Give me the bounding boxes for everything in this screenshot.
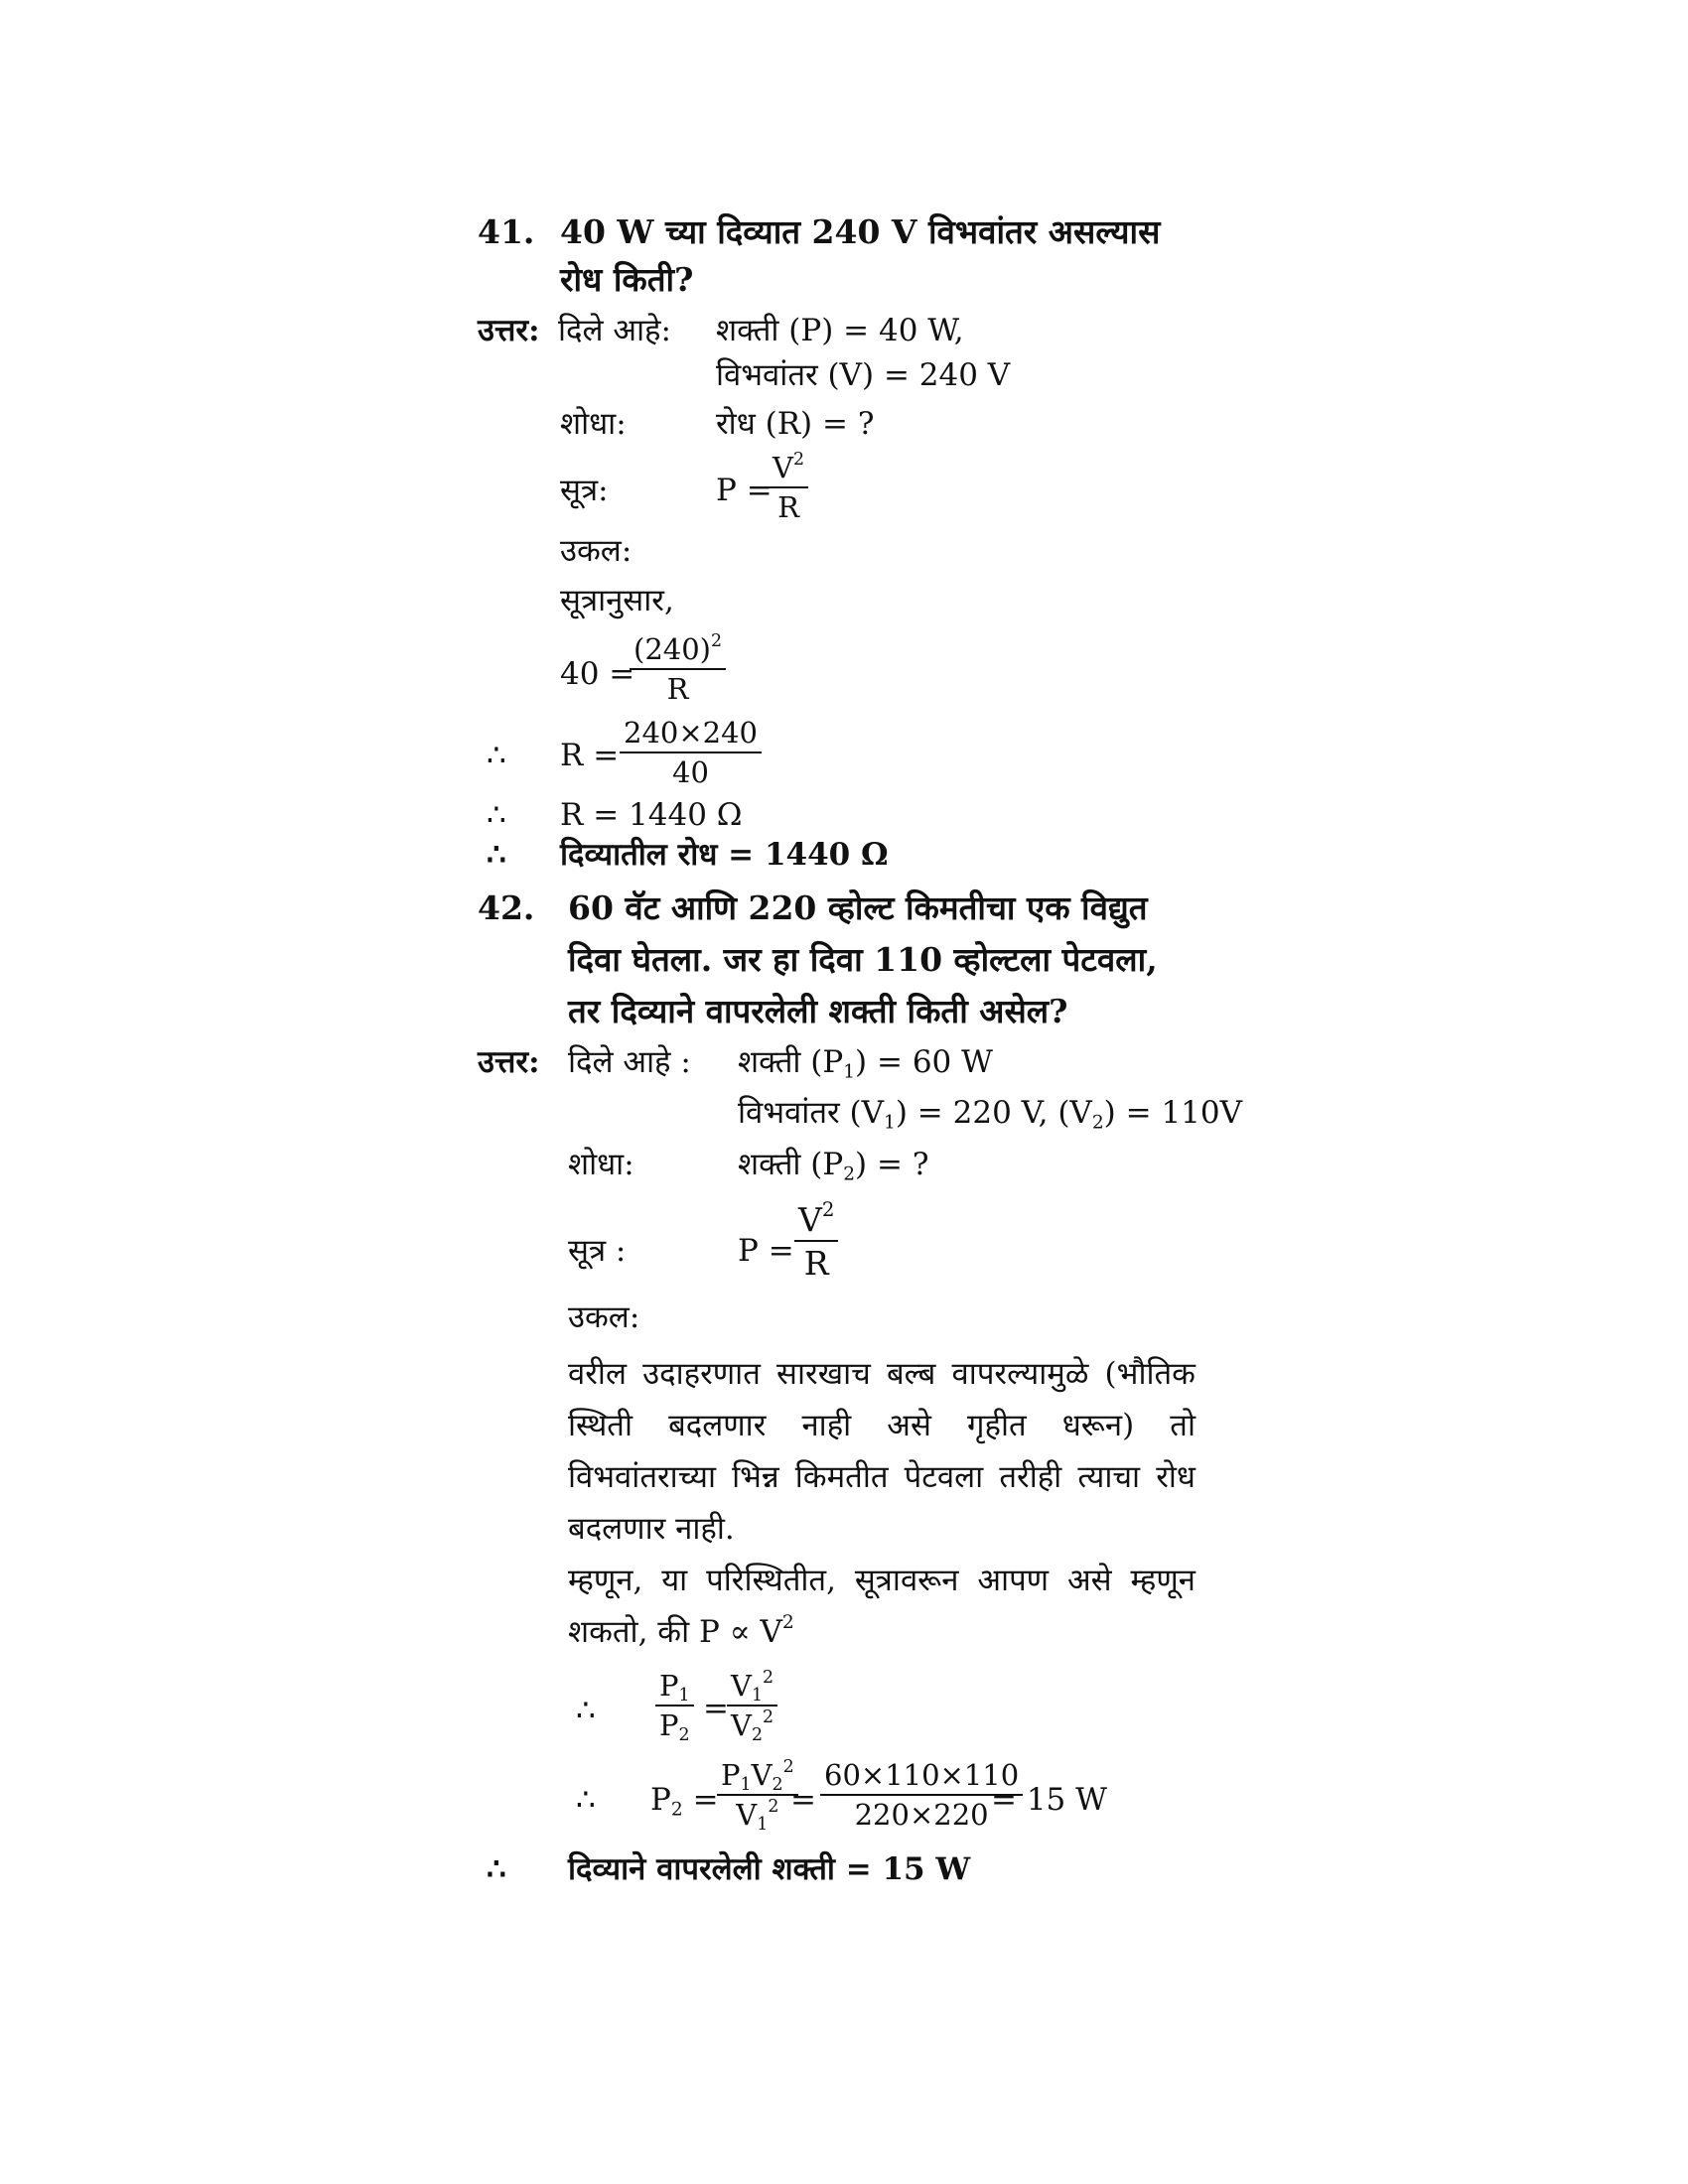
q41-step3: R = 1440 Ω bbox=[560, 797, 743, 833]
q42-given-label: दिले आहे : bbox=[568, 1044, 691, 1080]
q42-question-line2: दिवा घेतला. जर हा दिवा 110 व्होल्टला पेटवला, bbox=[568, 940, 1158, 979]
q41-step1-denominator: R bbox=[666, 672, 689, 706]
q41-step2-fraction bbox=[620, 716, 762, 789]
q42-solution-label: उकल: bbox=[568, 1299, 640, 1335]
q41-formula-numerator: V bbox=[773, 451, 793, 484]
q41-given-voltage: विभवांतर (V) = 240 V bbox=[716, 357, 1011, 393]
q42-ratio-p-fraction: $\frac{P_1}{P_2}$ bbox=[655, 1672, 694, 1740]
q42-given-voltage: विभवांतर $(V_1) = 220$ V, $(V_2) = 110V$ bbox=[738, 1095, 1243, 1134]
q42-p2-numeric-numerator: 60×110×110 bbox=[820, 1761, 1023, 1796]
q41-given-power: शक्ती (P) = 40 W, bbox=[716, 313, 964, 348]
q41-step1-fraction: $\frac{(240)^2}{R}$ bbox=[630, 635, 726, 704]
q42-formula-denominator: R bbox=[803, 1244, 829, 1283]
q42-question-line1: 60 वॅट आणि 220 व्होल्ट किमतीचा एक विद्युत bbox=[568, 888, 1148, 927]
q41-final-answer: दिव्यातील रोध = 1440 Ω bbox=[560, 837, 889, 873]
q42-ratio-v-fraction: $\frac{V_1^2}{V_2^2}$ bbox=[727, 1672, 777, 1740]
q42-find-label: शोधा: bbox=[568, 1147, 634, 1182]
q41-question-line2: रोध किती? bbox=[560, 260, 694, 299]
q41-by-formula: सूत्रानुसार, bbox=[560, 583, 674, 618]
q41-find-value: रोध (R) = ? bbox=[716, 406, 875, 442]
q41-find-label: शोधा: bbox=[560, 406, 627, 442]
q41-therefore-1: ∴ bbox=[487, 738, 506, 773]
q41-formula-label: सूत्र: bbox=[560, 473, 609, 508]
q42-therefore-2: ∴ bbox=[576, 1782, 596, 1818]
q42-formula-label: सूत्र : bbox=[568, 1233, 627, 1269]
q41-number: 41. bbox=[478, 212, 535, 251]
q42-p2-numeric-denominator: 220×220 bbox=[854, 1798, 989, 1832]
q41-answer-label: उत्तर: bbox=[478, 313, 540, 348]
q42-ratio-equals: = bbox=[703, 1691, 729, 1726]
q41-therefore-3: ∴ bbox=[487, 837, 506, 873]
q41-step2-denominator: 40 bbox=[672, 755, 709, 789]
q42-therefore-1: ∴ bbox=[576, 1693, 596, 1728]
q42-find-value: शक्ती $(P_2)$ = ? bbox=[738, 1147, 929, 1185]
q42-given-power: शक्ती $(P_1) = 60$ W bbox=[738, 1044, 993, 1083]
q42-p2-equals: = bbox=[790, 1782, 816, 1818]
q41-formula-fraction: $\frac{V^2}{R}$ bbox=[769, 454, 808, 522]
q42-formula-numerator: V bbox=[798, 1200, 822, 1239]
q42-therefore-3: ∴ bbox=[487, 1851, 506, 1887]
q42-p2-result: = 15 W bbox=[991, 1782, 1107, 1818]
q41-formula-lhs: P = bbox=[716, 473, 773, 508]
q42-question-line3: तर दिव्याने वापरलेली शक्ती किती असेल? bbox=[568, 992, 1068, 1030]
q41-step2-numerator: 240×240 bbox=[620, 719, 762, 753]
q42-number: 42. bbox=[478, 888, 535, 927]
q42-p2-formula-fraction: $\frac{P_1V_2^2}{V_1^2}$ bbox=[717, 1761, 798, 1830]
q41-step1-numerator: (240) bbox=[633, 632, 711, 666]
q42-explanation-paragraph-2: म्हणून, या परिस्थितीत, सूत्रावरून आपण असे म्हणून शकतो, की $P \propto V^2$ bbox=[568, 1563, 1196, 1650]
q42-p2-lhs: $P_2$ = bbox=[650, 1782, 719, 1821]
q41-therefore-2: ∴ bbox=[487, 797, 506, 833]
q41-formula-denominator: R bbox=[777, 490, 799, 524]
q42-formula-lhs: P = bbox=[738, 1233, 794, 1269]
q42-final-answer: दिव्याने वापरलेली शक्ती = 15 W bbox=[568, 1851, 971, 1887]
q41-step1-lhs: 40 = bbox=[560, 656, 635, 692]
q41-question-line1: 40 W च्या दिव्यात 240 V विभवांतर असल्यास bbox=[560, 212, 1161, 251]
q41-step2-lhs: R = bbox=[560, 738, 620, 773]
q41-given-label: दिले आहे: bbox=[558, 313, 671, 348]
q42-formula-fraction: $\frac{V^2}{R}$ bbox=[794, 1203, 838, 1280]
q41-solution-label: उकल: bbox=[560, 533, 633, 569]
q42-answer-label: उत्तर: bbox=[478, 1044, 540, 1080]
q42-explanation-paragraph-1: वरील उदाहरणात सारखाच बल्ब वापरल्यामुळे (भौतिक स्थिती बदलणार नाही असे गृहीत धरून) तो विभवांतराच्या भिन्न किमतीत पेटवला तरीही त्याचा रोध बदलणार नाही. bbox=[568, 1356, 1196, 1547]
